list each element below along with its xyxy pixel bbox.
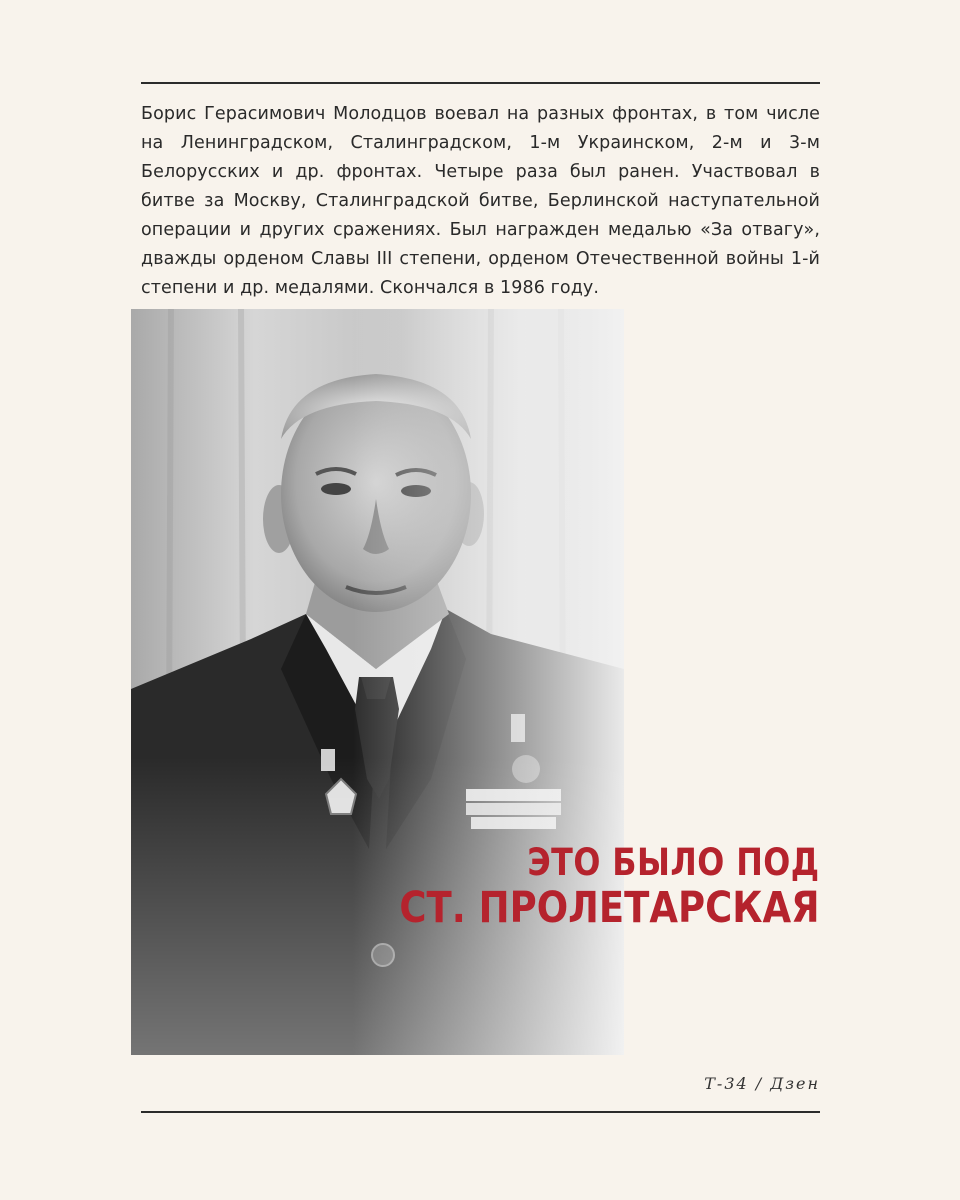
headline <box>400 842 820 932</box>
headline-line-1: ЭТО БЫЛО ПОД <box>527 841 820 884</box>
source-credit: Т-34 / Дзен <box>704 1074 820 1093</box>
bottom-divider <box>141 1111 820 1113</box>
headline-line-2: СТ. ПРОЛЕТАРСКАЯ <box>399 883 820 933</box>
portrait-photo <box>131 309 624 1055</box>
top-divider <box>141 82 820 84</box>
biography-paragraph: Борис Герасимович Молодцов воевал на разных фронтах, в том числе на Ленинградском, Сталинградском, 1-м Украинском, 2-м и 3-м Белорусских и др. фронтах. Четыре раза был ранен. Участвовал в битве за Москву, Сталинградской битве, Берлинской наступательной операции и других сражениях. Был награжден медалью «За отвагу», дважды орденом Славы III степени, орденом Отечественной войны 1-й степени и др. медалями. Скончался в 1986 году. <box>141 104 820 298</box>
